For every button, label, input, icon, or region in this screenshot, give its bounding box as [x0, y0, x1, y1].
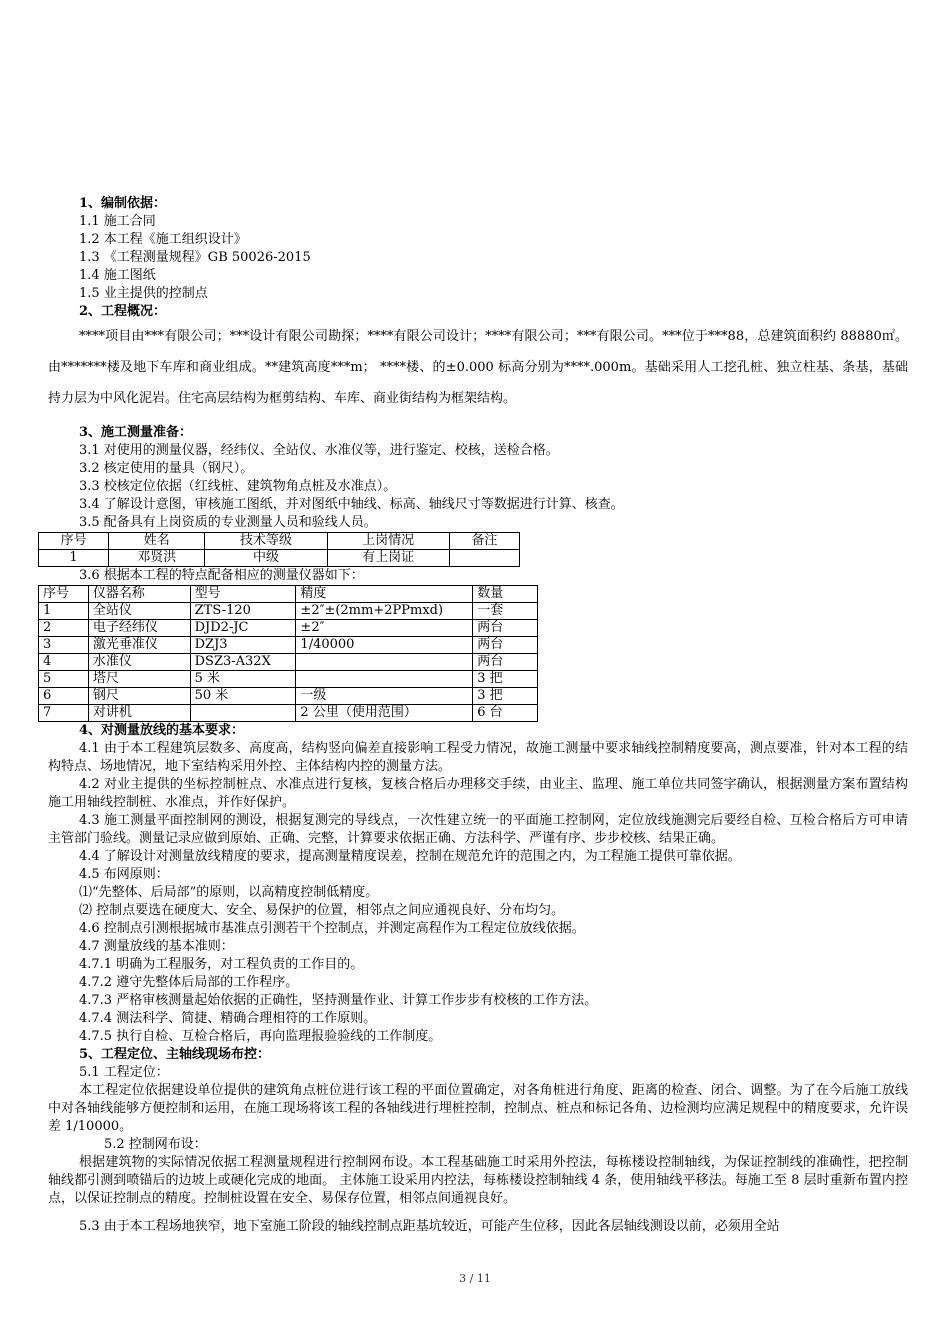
table-cell: 塔尺 — [88, 671, 190, 688]
table-cell — [449, 550, 519, 567]
list-item: 4.5 布网原则： — [79, 867, 169, 882]
table-cell: 1 — [39, 550, 109, 567]
list-item: 4.7.1 明确为工程服务，对工程负责的工作目的。 — [79, 957, 364, 972]
paragraph: 根据建筑物的实际情况依据工程测量规程进行控制网布设。本工程基础施工时采用外控法，每栋楼设控制轴线，为保证控制线的准确性，把控制轴线都引测到喷锚后的边坡上或硬化完成的地面。 主体施工设采用内控法，每栋楼设控制轴线 4 条，使用轴线平移法。每施工至 8 层时重新布置内控点，以保证控制点的精度。控制桩设置在安全、易保存位置，相邻点间通视良好。 — [48, 1155, 908, 1206]
table-cell: 3 — [39, 637, 89, 654]
staff-table — [38, 532, 520, 567]
paragraph: 4.4 了解设计对测量放线精度的要求，提高测量精度误差，控制在规范允许的范围之内，为工程施工提供可靠依据。 — [79, 849, 741, 864]
list-item: 4.7.4 测法科学、简捷、精确合理相符的工作原则。 — [79, 1011, 377, 1026]
list-item: 4.7.2 遵守先整体后局部的工作程序。 — [79, 975, 299, 990]
list-item: 3.1 对使用的测量仪器，经纬仪、全站仪、水准仪等，进行鉴定、校核，送检合格。 — [79, 443, 559, 458]
table-cell: 4 — [39, 654, 89, 671]
list-item: 4.7.3 严格审核测量起始依据的正确性，坚持测量作业、计算工作步步有校核的工作方法。 — [79, 993, 598, 1008]
table-cell: ±2″ — [296, 620, 473, 637]
list-item: 3.2 核定使用的量具（钢尺）。 — [79, 461, 254, 476]
list-item: 4.7 测量放线的基本准则： — [79, 939, 234, 954]
list-item: 4.7.5 执行自检、互检合格后，再向监理报验验线的工作制度。 — [79, 1029, 442, 1044]
table-cell: 一级 — [296, 688, 473, 705]
table-cell: 对讲机 — [88, 705, 190, 722]
table-cell: 7 — [39, 705, 89, 722]
subsection-title: 5.1 工程定位： — [79, 1065, 169, 1080]
list-item: 3.4 了解设计意图，审核施工图纸，并对图纸中轴线、标高、轴线尺寸等数据进行计算、核查。 — [79, 497, 624, 512]
table-row — [39, 705, 538, 722]
project-overview-paragraph: ****项目由***有限公司；***设计有限公司勘探；****有限公司设计；****有限公司；***有限公司。***位于***88，总建筑面积约 88880㎡。由*******楼及地下车库和商业组成。**建筑高度***m； ****楼、的±0.000 标高分别为****.000m。基础采用人工挖孔桩、独立柱基、条基，基础持力层为中风化泥岩。住宅高层结构为框剪结构、车库、商业街结构为框架结构。 — [48, 329, 908, 406]
list-item: 1.1 施工合同 — [79, 214, 156, 229]
list-item: 3.5 配备具有上岗资质的专业测量人员和验线人员。 — [79, 515, 377, 530]
table-cell: 全站仪 — [88, 603, 190, 620]
paragraph: 4.2 对业主提供的坐标控制桩点、水准点进行复核，复核合格后办理移交手续，由业主、监理、施工单位共同签字确认，根据测量方案布置结构施工用轴线控制桩、水准点，并作好保护。 — [48, 777, 908, 810]
table-cell: 电子经纬仪 — [88, 620, 190, 637]
table-header-row — [39, 533, 520, 550]
paragraph: 4.3 施工测量平面控制网的测设，根据复测完的导线点，一次性建立统一的平面施工控制网，定位放线施测完后要经自检、互检合格后方可申请主管部门验线。测量记录应做到原始、正确、完整，计算要求依据正确、方法科学、严谨有序、步步校核、结果正确。 — [48, 813, 908, 846]
table-header-cell: 仪器名称 — [88, 586, 190, 603]
paragraph: 4.1 由于本工程建筑层数多、高度高，结构竖向偏差直接影响工程受力情况，故施工测量中要求轴线控制精度要高，测点要准，针对本工程的结构特点、场地情况，地下室结构采用外控、主体结构内控的测量方法。 — [48, 741, 908, 774]
table-cell: 3 把 — [473, 671, 538, 688]
table-header-cell: 数量 — [473, 586, 538, 603]
table-cell: 有上岗证 — [327, 550, 449, 567]
table-header-cell: 序号 — [39, 586, 89, 603]
paragraph: 本工程定位依据建设单位提供的建筑角点桩位进行该工程的平面位置确定，对各角桩进行角度、距离的检查、闭合、调整。为了在今后施工放线中对各轴线能够方便控制和运用，在施工现场将该工程的各轴线进行埋桩控制，控制点、桩点和标记各角、边检测均应满足规程中的精度要求，允许误差 1/10000。 — [48, 1083, 908, 1134]
table-cell: 两台 — [473, 637, 538, 654]
list-item: 4.6 控制点引测根据城市基准点引测若干个控制点，并测定高程作为工程定位放线依据。 — [79, 921, 585, 936]
table-header-cell: 序号 — [39, 533, 109, 550]
table-header-cell: 型号 — [190, 586, 296, 603]
section-4-title: 4、对测量放线的基本要求： — [79, 723, 245, 738]
table-row — [39, 620, 538, 637]
list-item: 1.2 本工程《施工组织设计》 — [79, 232, 247, 247]
table-cell: 6 — [39, 688, 89, 705]
paragraph: 5.3 由于本工程场地狭窄，地下室施工阶段的轴线控制点距基坑较近，可能产生位移，因此各层轴线测设以前，必须用全站 — [79, 1219, 780, 1234]
equipment-intro: 3.6 根据本工程的特点配备相应的测量仪器如下： — [79, 568, 364, 583]
subsection-title: 5.2 控制网布设： — [104, 1137, 207, 1152]
table-cell: 5 米 — [190, 671, 296, 688]
table-row — [39, 671, 538, 688]
table-cell: DJD2-JC — [190, 620, 296, 637]
table-cell: 50 米 — [190, 688, 296, 705]
list-item: 3.3 校核定位依据（红线桩、建筑物角点桩及水准点）。 — [79, 479, 397, 494]
table-cell: 邓贤洪 — [109, 550, 205, 567]
table-row — [39, 654, 538, 671]
section-1-title: 1、编制依据： — [79, 196, 167, 211]
table-header-cell: 上岗情况 — [327, 533, 449, 550]
table-cell: 2 公里（使用范围） — [296, 705, 473, 722]
section-5-title: 5、工程定位、主轴线现场布控： — [79, 1047, 271, 1062]
table-cell — [296, 654, 473, 671]
table-row — [39, 637, 538, 654]
table-cell: 一套 — [473, 603, 538, 620]
table-cell: 2 — [39, 620, 89, 637]
table-header-row — [39, 586, 538, 603]
list-item: ⑵ 控制点要选在硬度大、安全、易保护的位置，相邻点之间应通视良好、分布均匀。 — [79, 903, 565, 918]
table-cell: 6 台 — [473, 705, 538, 722]
table-header-cell: 备注 — [449, 533, 519, 550]
table-cell: DZJ3 — [190, 637, 296, 654]
list-item: 1.3 《工程测量规程》GB 50026-2015 — [79, 250, 311, 265]
table-cell: 钢尺 — [88, 688, 190, 705]
list-item: ⑴“先整体、后局部”的原则，以高精度控制低精度。 — [79, 885, 379, 900]
table-cell: 1/40000 — [296, 637, 473, 654]
table-cell: 激光垂准仪 — [88, 637, 190, 654]
section-3-title: 3、施工测量准备： — [79, 425, 193, 440]
table-cell: 两台 — [473, 654, 538, 671]
table-cell: 两台 — [473, 620, 538, 637]
table-cell: ZTS-120 — [190, 603, 296, 620]
page-number: 3 / 11 — [459, 1272, 491, 1285]
table-row — [39, 688, 538, 705]
table-cell: 水准仪 — [88, 654, 190, 671]
table-cell: 1 — [39, 603, 89, 620]
table-header-cell: 技术等级 — [205, 533, 327, 550]
list-item: 1.4 施工图纸 — [79, 268, 156, 283]
section-2-title: 2、工程概况： — [79, 304, 167, 319]
table-cell: 中级 — [205, 550, 327, 567]
equipment-table — [38, 585, 538, 722]
table-header-cell: 精度 — [296, 586, 473, 603]
table-cell: ±2″±(2mm+2PPmxd) — [296, 603, 473, 620]
table-cell: DSZ3-A32X — [190, 654, 296, 671]
table-cell — [296, 671, 473, 688]
table-row — [39, 603, 538, 620]
list-item: 1.5 业主提供的控制点 — [79, 286, 208, 301]
document-page — [43, 195, 908, 1236]
table-cell — [190, 705, 296, 722]
table-row — [39, 550, 520, 567]
table-cell: 3 把 — [473, 688, 538, 705]
table-header-cell: 姓名 — [109, 533, 205, 550]
table-cell: 5 — [39, 671, 89, 688]
